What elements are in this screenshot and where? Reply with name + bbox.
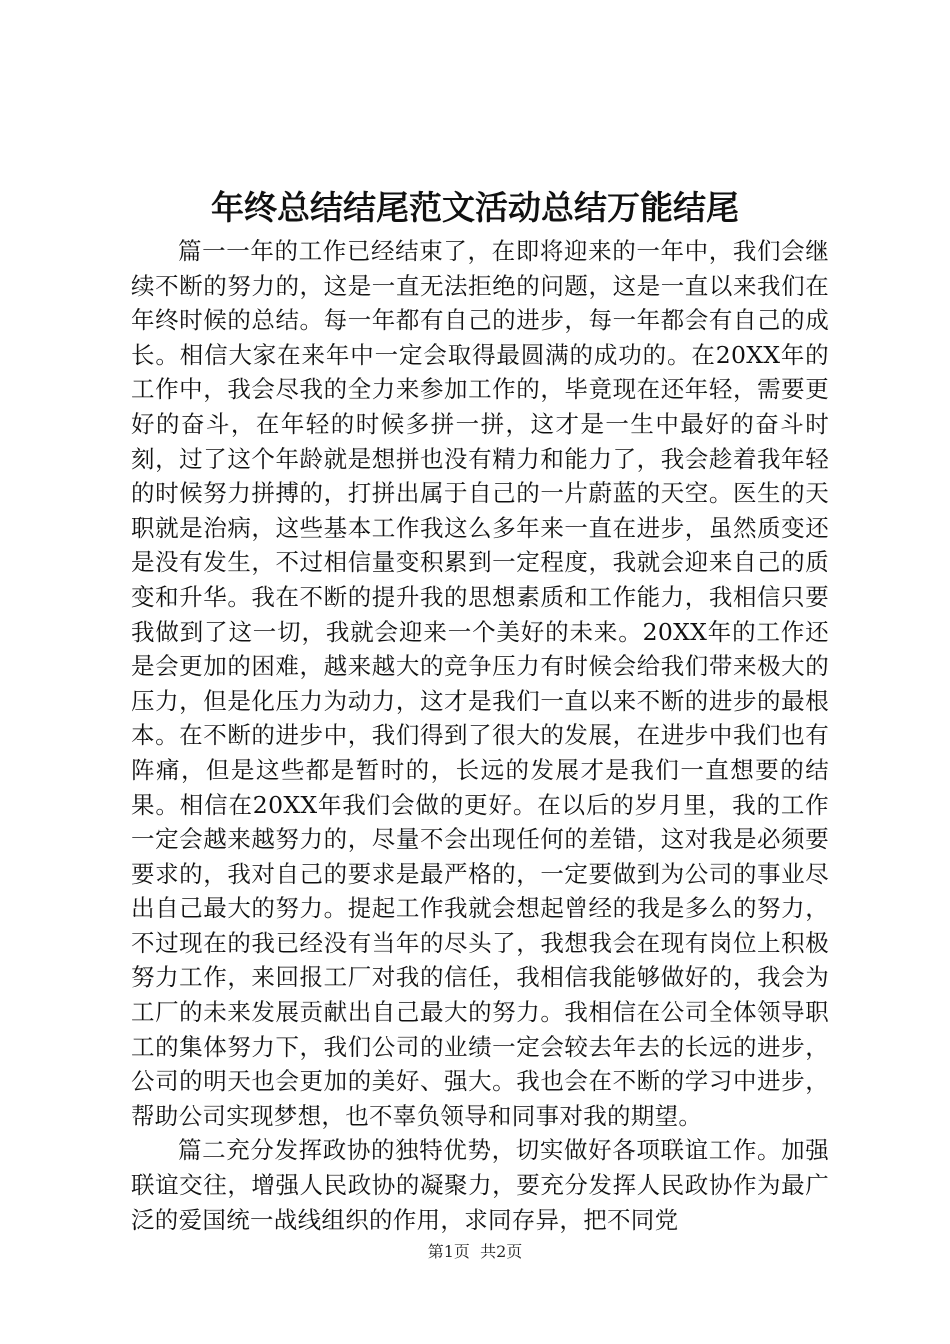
document-title: 年终总结结尾范文活动总结万能结尾 (211, 188, 739, 227)
page-number-label: 第1页 共2页 (427, 1242, 523, 1261)
paragraph-1: 篇一一年的工作已经结束了，在即将迎来的一年中，我们会继续不断的努力的，这是一直无法拒绝的问题，这是一直以来我们在年终时候的总结。每一年都有自己的进步，每一年都会有自己的成长。相信大家在来年中一定会取得最圆满的成功的。在20XX年的工作中，我会尽我的全力来参加工作的，毕竟现在还年轻，需要更好的奋斗，在年轻的时候多拼一拼，这才是一生中最好的奋斗时刻，过了这个年龄就是想拼也没有精力和能力了，我会趁着我年轻的时候努力拼搏的，打拼出属于自己的一片蔚蓝的天空。医生的天职就是治病，这些基本工作我这么多年来一直在进步，虽然质变还是没有发生，不过相信量变积累到一定程度，我就会迎来自己的质变和升华。我在不断的提升我的思想素质和工作能力，我相信只要我做到了这一切，我就会迎来一个美好的未来。20XX年的工作还是会更加的困难，越来越大的竞争压力有时候会给我们带来极大的压力，但是化压力为动力，这才是我们一直以来不断的进步的最根本。在不断的进步中，我们得到了很大的发展，在进步中我们也有阵痛，但是这些都是暂时的，长远的发展才是我们一直想要的结果。相信在20XX年我们会做的更好。在以后的岁月里，我的工作一定会越来越努力的，尽量不会出现任何的差错，这对我是必须要要求的，我对自己的要求是最严格的，一定要做到为公司的事业尽出自己最大的努力。提起工作我就会想起曾经的我是多么的努力，不过现在的我已经没有当年的尽头了，我想我会在现有岗位上积极努力工作，来回报工厂对我的信任，我相信我能够做好的，我会为工厂的未来发展贡献出自己最大的努力。我相信在公司全体领导职工的集体努力下，我们公司的业绩一定会较去年去的长远的进步，公司的明天也会更加的美好、强大。我也会在不断的学习中进步，帮助公司实现梦想，也不辜负领导和同事对我的期望。 (131, 237, 829, 1130)
page-number-footer (0, 1240, 950, 1264)
paragraph-2: 篇二充分发挥政协的独特优势，切实做好各项联谊工作。加强联谊交往，增强人民政协的凝聚力，要充分发挥人民政协作为最广泛的爱国统一战线组织的作用，求同存异，把不同党 (131, 1136, 829, 1234)
document-body (131, 234, 829, 1237)
